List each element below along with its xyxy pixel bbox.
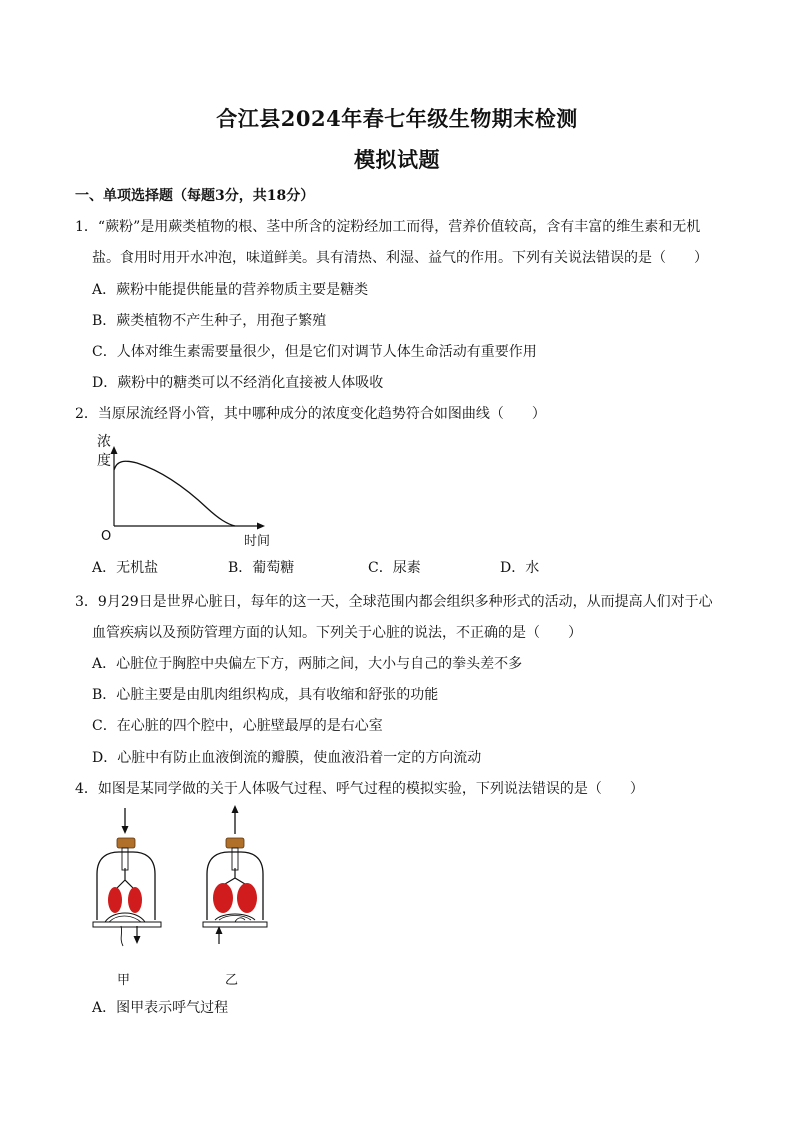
q2-option-c: C．尿素 — [368, 560, 421, 576]
q1-option-b: B．蕨类植物不产生种子，用孢子繁殖 — [92, 313, 327, 329]
q2-option-d: D．水 — [500, 560, 540, 576]
q3-option-b: B．心脏主要是由肌肉组织构成，具有收缩和舒张的功能 — [92, 687, 439, 703]
q3-stem-line2: 血管疾病以及预防管理方面的认知。下列关于心脏的说法，不正确的是（ ） — [92, 625, 582, 641]
q1-stem-line1: 1．“蕨粉”是用蕨类植物的根、茎中所含的淀粉经加工而得，营养价值较高，含有丰富的维生素和无机 — [75, 219, 701, 235]
apparatus-jia — [93, 808, 161, 988]
figure-label-yi: 乙 — [225, 973, 239, 988]
lung-left-jia — [108, 887, 122, 913]
q3-option-d: D．心脏中有防止血液倒流的瓣膜，使血液沿着一定的方向流动 — [92, 750, 482, 766]
q4-stem: 4．如图是某同学做的关于人体吸气过程、呼气过程的模拟实验，下列说法错误的是（ ） — [75, 781, 644, 797]
graph-y-arrow — [111, 446, 118, 454]
arrow-yi-head — [232, 805, 239, 813]
q2-options — [92, 557, 692, 579]
q4-breathing-model-figure — [85, 802, 285, 994]
q3-stem-line1: 3．9月29日是世界心脏日，每年的这一天，全球范围内都会组织多种形式的活动，从而提高人们对于心 — [75, 594, 713, 610]
q1-option-a: A．蕨粉中能提供能量的营养物质主要是糖类 — [92, 282, 369, 298]
exam-title: 合江县2024年春七年级生物期末检测 — [216, 106, 578, 131]
tube-yi — [232, 848, 238, 870]
q3-option-a: A．心脏位于胸腔中央偏左下方，两肺之间，大小与自己的拳头差不多 — [92, 656, 523, 672]
trachea-jia — [117, 868, 133, 888]
q4-option-a: A．图甲表示呼气过程 — [92, 1000, 229, 1016]
q1-stem-line2: 盐。食用时用开水冲泡，味道鲜美。具有清热、利湿、益气的作用。下列有关说法错误的是（ ） — [92, 250, 708, 266]
graph-xlabel: 时间 — [244, 534, 271, 549]
base-jia — [93, 922, 161, 927]
figure-label-jia: 甲 — [117, 973, 131, 988]
trachea-yi — [225, 868, 245, 884]
cork-yi — [226, 838, 244, 848]
q2-stem: 2．当原尿流经肾小管，其中哪种成分的浓度变化趋势符合如图曲线（ ） — [75, 406, 546, 422]
arrow-jia-head — [122, 826, 129, 834]
q3-option-c: C．在心脏的四个腔中，心脏壁最厚的是右心室 — [92, 718, 383, 734]
cork-jia — [117, 838, 135, 848]
section-heading: 一、单项选择题（每题3分，共18分） — [75, 188, 315, 204]
graph-origin-label: O — [101, 529, 112, 544]
lung-right-jia — [128, 887, 142, 913]
lung-left-yi — [213, 883, 233, 913]
lung-right-yi — [237, 883, 257, 913]
graph-ylabel-bottom: 度 — [97, 453, 111, 469]
graph-ylabel-top: 浓 — [97, 434, 111, 450]
q1-option-d: D．蕨粉中的糖类可以不经消化直接被人体吸收 — [92, 375, 384, 391]
exam-subtitle: 模拟试题 — [354, 147, 440, 172]
q2-option-b: B．葡萄糖 — [228, 560, 295, 576]
base-yi — [203, 922, 267, 927]
q2-concentration-graph — [95, 430, 285, 552]
graph-curve — [114, 461, 235, 526]
q1-option-c: C．人体对维生素需要量很少，但是它们对调节人体生命活动有重要作用 — [92, 344, 537, 360]
q2-option-a: A．无机盐 — [92, 560, 159, 576]
graph-x-arrow — [257, 523, 265, 530]
tube-jia — [122, 848, 128, 870]
apparatus-yi — [203, 805, 267, 988]
